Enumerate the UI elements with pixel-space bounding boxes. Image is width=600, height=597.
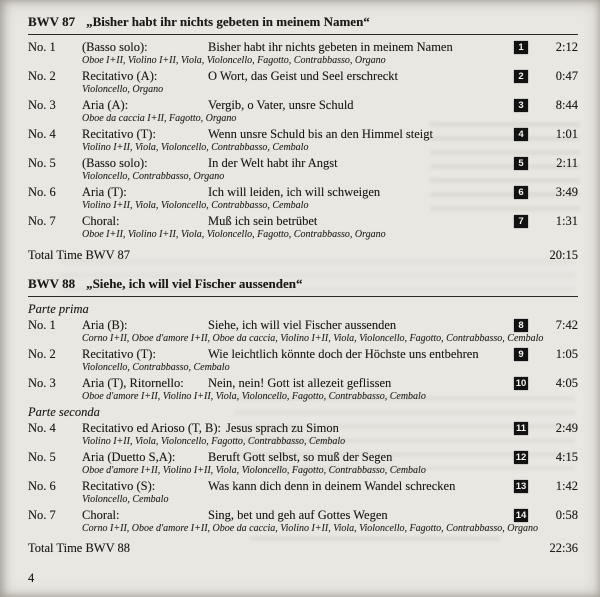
track-item (28, 98, 578, 125)
page-number: 4 (28, 571, 35, 585)
track-duration: 1:01 (555, 127, 578, 141)
total-time-row (28, 248, 578, 263)
track-type: (Basso solo): (82, 156, 148, 170)
track-title: Siehe, ich will viel Fischer aussenden (208, 317, 397, 332)
track-duration: 3:49 (555, 185, 578, 199)
track-number-label: No. 5 (28, 449, 56, 464)
work-bwv-number: BWV 88 (28, 275, 76, 291)
track-index-badge: 4 (514, 128, 528, 141)
track-duration: 0:47 (555, 69, 578, 83)
track-row (28, 421, 578, 436)
total-time-value: 20:15 (549, 247, 578, 262)
track-item (28, 421, 578, 448)
track-item (28, 185, 578, 212)
track-number-label: No. 3 (28, 375, 56, 390)
total-time-value: 22:36 (549, 541, 578, 555)
track-duration: 4:05 (555, 375, 578, 390)
track-duration: 0:58 (555, 507, 578, 522)
track-duration: 1:31 (555, 214, 578, 228)
track-index-badge: 2 (514, 70, 528, 83)
track-row (28, 69, 578, 84)
track-index-badge: 9 (514, 348, 528, 361)
track-index-badge: 8 (514, 319, 528, 332)
work-title: „Bisher habt ihr nichts gebeten in meinem Namen“ (86, 14, 370, 29)
track-type: Aria (T): (82, 185, 127, 199)
track-instruments: Violoncello, Contrabbasso, Cembalo (82, 361, 230, 373)
track-type: Recitativo (A): (82, 69, 158, 83)
track-number-label: No. 3 (28, 98, 56, 112)
work-header (28, 13, 578, 30)
track-number-label: No. 2 (28, 69, 56, 83)
part-label: Parte seconda (28, 404, 100, 419)
track-row (28, 40, 578, 55)
track-index-badge: 13 (515, 480, 527, 492)
track-instruments: Oboe I+II, Violino I+II, Viola, Violoncello, Fagotto, Contrabbasso, Organo (82, 55, 386, 66)
track-instruments: Oboe I+II, Violino I+II, Viola, Violoncello, Fagotto, Contrabbasso, Organo (82, 229, 386, 240)
track-number-label: No. 1 (28, 317, 56, 332)
track-title: Wenn unsre Schuld bis an den Himmel steigt (208, 127, 433, 141)
track-title: O Wort, das Geist und Seel erschreckt (208, 69, 399, 83)
track-number-label: No. 7 (28, 214, 56, 228)
work-parts (28, 302, 578, 535)
track-title: Sing, bet und geh auf Gottes Wegen (208, 507, 388, 522)
track-row (28, 508, 578, 523)
track-title: Muß ich sein betrübet (208, 214, 318, 228)
track-instruments: Violino I+II, Viola, Violoncello, Fagotto, Contrabbasso, Cembalo (82, 435, 346, 447)
track-number-label: No. 2 (28, 346, 56, 361)
track-row (28, 185, 578, 200)
track-row (28, 318, 578, 333)
track-item (28, 40, 578, 67)
track-title: Beruft Gott selbst, so muß der Segen (208, 449, 393, 464)
track-instruments: Oboe d'amore I+II, Violino I+II, Viola, Violoncello, Fagotto, Contrabbasso, Cembalo (82, 390, 426, 402)
track-title: Ich will leiden, ich will schweigen (208, 185, 381, 199)
track-type: Recitativo (T): (82, 346, 156, 361)
work-title: „Siehe, ich will viel Fischer aussenden“ (86, 275, 303, 291)
track-type: Recitativo (T): (82, 127, 156, 141)
track-row (28, 214, 578, 229)
track-index-badge: 5 (514, 157, 528, 170)
track-index-badge: 11 (515, 422, 527, 434)
track-instruments: Violoncello, Contrabbasso, Organo (82, 171, 225, 182)
work-bwv-number: BWV 87 (28, 14, 76, 29)
total-time-label: Total Time BWV 87 (28, 247, 131, 262)
track-index-badge: 14 (515, 509, 527, 521)
header-rule (28, 296, 578, 297)
track-index-badge: 12 (515, 451, 527, 463)
track-number-label: No. 4 (28, 420, 56, 435)
track-instruments: Oboe d'amore I+II, Violino I+II, Viola, Violoncello, Fagotto, Contrabbasso, Cembalo (82, 464, 426, 476)
track-instruments: Corno I+II, Oboe d'amore I+II, Oboe da caccia, Violino I+II, Viola, Violoncello, Fagotto, Contrabbasso, Organo (82, 522, 539, 534)
track-duration: 8:44 (555, 98, 578, 112)
track-row (28, 127, 578, 142)
track-duration: 1:05 (555, 346, 578, 361)
header-rule (28, 34, 578, 35)
track-type: Aria (T), Ritornello: (82, 375, 184, 390)
track-index-badge: 7 (514, 215, 528, 228)
track-duration: 2:11 (556, 156, 578, 170)
track-instruments: Violino I+II, Viola, Violoncello, Contrabbasso, Cembalo (82, 200, 309, 211)
track-item (28, 450, 578, 477)
track-instruments: Violino I+II, Viola, Violoncello, Contrabbasso, Cembalo (82, 142, 309, 153)
track-item (28, 318, 578, 345)
track-index-badge: 3 (514, 99, 528, 112)
track-type: Choral: (82, 214, 120, 228)
track-number-label: No. 5 (28, 156, 56, 170)
track-number-label: No. 1 (28, 40, 56, 54)
track-title: Was kann dich denn in deinem Wandel schrecken (208, 478, 456, 493)
track-item (28, 156, 578, 183)
track-row (28, 479, 578, 494)
work-section (28, 275, 578, 557)
track-number-label: No. 6 (28, 478, 56, 493)
track-duration: 2:12 (555, 40, 578, 54)
tracklist (28, 13, 578, 556)
track-number-label: No. 6 (28, 185, 56, 199)
total-time-row (28, 541, 578, 556)
track-instruments: Violoncello, Cembalo (82, 493, 169, 505)
total-time-label: Total Time BWV 88 (28, 541, 131, 555)
track-number-label: No. 4 (28, 127, 56, 141)
track-duration: 4:15 (555, 449, 578, 464)
track-item (28, 376, 578, 403)
work-header (28, 275, 578, 292)
track-item (28, 479, 578, 506)
track-number-label: No. 7 (28, 507, 56, 522)
track-type: Choral: (82, 507, 120, 522)
track-type: Aria (B): (82, 317, 128, 332)
track-duration: 2:49 (555, 420, 578, 435)
track-instruments: Violoncello, Organo (82, 84, 164, 95)
track-title: Nein, nein! Gott ist allezeit geflissen (208, 375, 392, 390)
track-item (28, 214, 578, 241)
part-label: Parte prima (28, 301, 89, 316)
track-type: Recitativo ed Arioso (T, B): (82, 420, 221, 435)
track-title: Vergib, o Vater, unsre Schuld (208, 98, 354, 112)
work-section (28, 13, 578, 263)
track-row (28, 98, 578, 113)
track-index-badge: 10 (515, 377, 527, 389)
track-index-badge: 6 (514, 186, 528, 199)
track-item (28, 347, 578, 374)
track-type: (Basso solo): (82, 40, 148, 54)
track-row (28, 450, 578, 465)
track-index-badge: 1 (514, 41, 528, 54)
track-row (28, 376, 578, 391)
track-type: Aria (A): (82, 98, 129, 112)
track-row (28, 156, 578, 171)
track-instruments: Corno I+II, Oboe d'amore I+II, Oboe da caccia, Violino I+II, Viola, Violoncello, Fagotto, Contrabbasso, Cembalo (82, 332, 544, 344)
track-title: In der Welt habt ihr Angst (208, 156, 338, 170)
track-duration: 7:42 (555, 317, 578, 332)
track-title: Wie leichtlich könnte doch der Höchste uns entbehren (208, 346, 479, 361)
track-title: Bisher habt ihr nichts gebeten in meinem Namen (208, 40, 453, 54)
work-parts (28, 40, 578, 241)
track-title: Jesus sprach zu Simon (225, 420, 339, 435)
track-type: Recitativo (S): (82, 478, 156, 493)
track-instruments: Oboe da caccia I+II, Fagotto, Organo (82, 113, 237, 124)
track-duration: 1:42 (555, 478, 578, 493)
track-item (28, 508, 578, 535)
track-type: Aria (Duetto S,A): (82, 449, 176, 464)
track-row (28, 347, 578, 362)
track-item (28, 69, 578, 96)
track-item (28, 127, 578, 154)
